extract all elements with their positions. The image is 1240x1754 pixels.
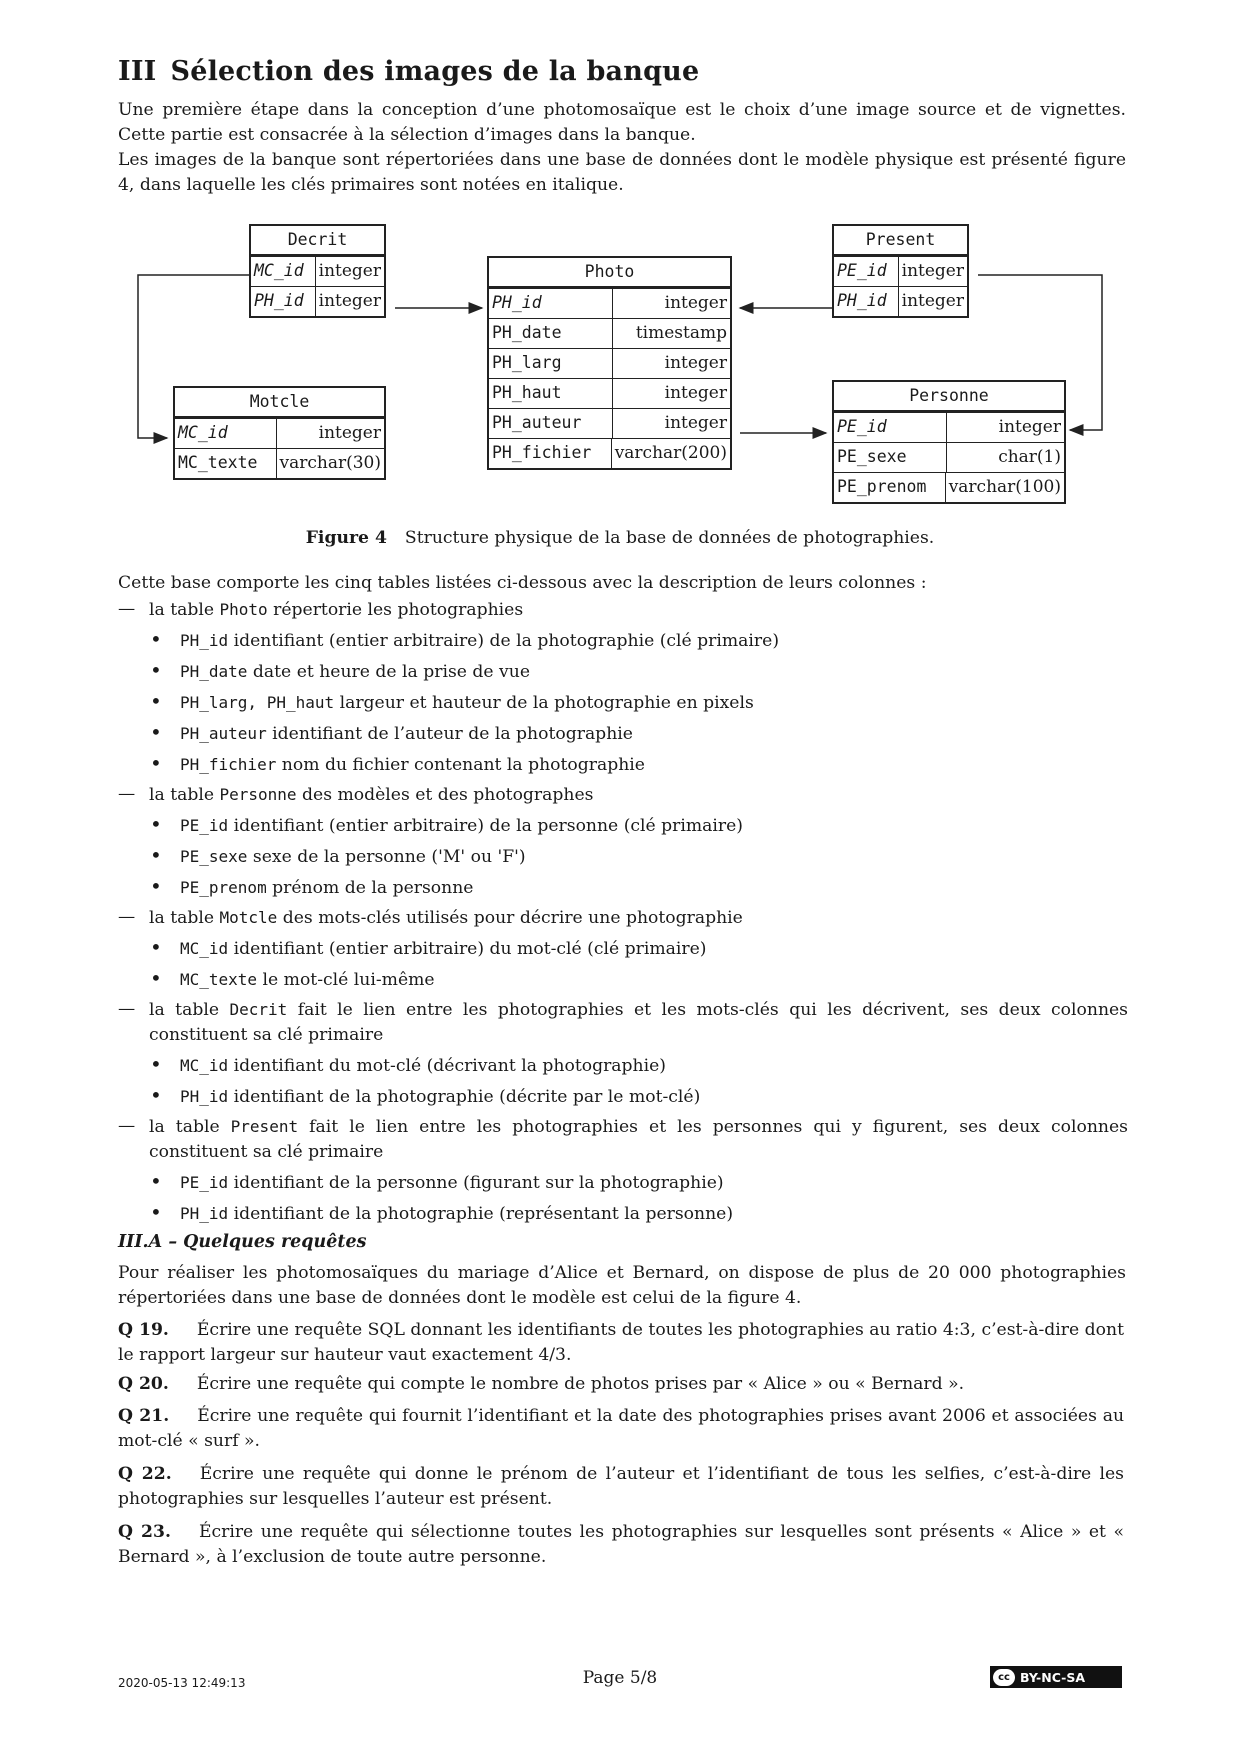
figure-label: Figure 4 — [305, 528, 387, 548]
column-type: integer — [664, 293, 727, 313]
question-text: Écrire une requête qui compte le nombre de photos prises par « Alice » ou « Bernard ». — [196, 1374, 965, 1394]
column-name: PH_id — [180, 1087, 229, 1106]
item-text: la table — [149, 600, 220, 620]
intro-paragraph-1: Une première étape dans la conception d’une photomosaïque est le choix d’une image source et de vignettes. Cette partie est consacrée à la sélection d’images dans la banque. — [118, 100, 1126, 145]
item-text: date et heure de la prise de vue — [247, 662, 530, 682]
list-item: — la table Present fait le lien entre les photographies et les personnes qui y figurent, ses deux colonnes constituent sa clé primaire — [118, 1116, 1128, 1162]
table-row — [489, 288, 730, 318]
column-name: MC_id — [180, 1056, 229, 1075]
table-motcle — [173, 386, 386, 480]
item-text: le mot-clé lui-même — [257, 970, 435, 990]
table-name: Decrit — [229, 1000, 288, 1019]
license-badge — [990, 1666, 1122, 1688]
question-text: Écrire une requête SQL donnant les identifiants de toutes les photographies au ratio 4:3, c’est-à-dire dont le rapport largeur sur hauteur vaut exactement 4/3. — [118, 1320, 1124, 1365]
item-text: fait le lien entre les photographies et les personnes qui y figurent, ses deux colonnes constituent sa clé primaire — [149, 1117, 1128, 1162]
table-row — [834, 472, 1064, 502]
list-item — [118, 628, 1128, 654]
item-text: identifiant du mot-clé (décrivant la photographie) — [228, 1056, 666, 1076]
list-item — [118, 967, 1128, 993]
column-name: PE_id — [180, 1173, 229, 1192]
question-20 — [118, 1372, 1124, 1397]
license-label: BY-NC-SA — [1020, 1669, 1086, 1685]
table-row — [834, 442, 1064, 472]
table-row — [489, 378, 730, 408]
column-type: integer — [318, 423, 381, 443]
item-text: la table — [149, 908, 220, 928]
column-type: integer — [901, 261, 964, 281]
question-label: Q 19. — [118, 1320, 169, 1340]
column-type: integer — [998, 417, 1061, 437]
column-name: PH_date — [180, 662, 248, 681]
item-text: la table — [149, 785, 220, 805]
column-name: PE_sexe — [834, 443, 947, 472]
list-item — [118, 721, 1128, 747]
table-personne — [832, 380, 1066, 504]
column-name: PH_fichier — [180, 755, 277, 774]
intro-paragraph-2: Les images de la banque sont répertoriées dans une base de données dont le modèle physique est présenté figure 4, dans laquelle les clés primaires sont notées en italique. — [118, 150, 1126, 195]
section-title: Sélection des images de la banque — [170, 56, 700, 87]
question-text: Écrire une requête qui fournit l’identifiant et la date des photographies prises avant 2006 et associées au mot-clé « surf ». — [118, 1406, 1125, 1451]
column-name: MC_id — [175, 419, 277, 448]
list-item — [118, 875, 1128, 901]
item-text: des mots-clés utilisés pour décrire une photographie — [277, 908, 743, 928]
figure-caption-text: Structure physique de la base de données de photographies. — [404, 528, 935, 548]
list-item — [118, 752, 1128, 778]
table-row — [251, 256, 384, 286]
question-label: Q 20. — [118, 1374, 169, 1394]
column-type: timestamp — [635, 323, 727, 343]
list-item — [118, 813, 1128, 839]
figure-caption — [0, 528, 1240, 548]
item-text: répertorie les photographies — [267, 600, 524, 620]
column-type: integer — [664, 383, 727, 403]
column-name: MC_id — [180, 939, 229, 958]
page-number: Page 5/8 — [582, 1668, 658, 1688]
column-name: PH_auteur — [489, 409, 613, 438]
column-type: integer — [664, 353, 727, 373]
table-name: Photo — [219, 600, 268, 619]
item-text: largeur et hauteur de la photographie en pixels — [334, 693, 754, 713]
question-label: Q 21. — [118, 1406, 170, 1426]
column-name: PH_id — [834, 287, 899, 316]
column-name: PE_id — [180, 816, 229, 835]
table-row — [175, 448, 384, 478]
column-name: MC_id — [251, 257, 316, 286]
item-text: fait le lien entre les photographies et les mots-clés qui les décrivent, ses deux colonnes constituent sa clé primaire — [149, 1000, 1129, 1045]
column-type: varchar(30) — [279, 453, 381, 473]
column-type: integer — [664, 413, 727, 433]
column-type: varchar(200) — [614, 443, 727, 463]
column-name: MC_texte — [175, 449, 277, 478]
column-type: integer — [901, 291, 964, 311]
item-text: identifiant (entier arbitraire) de la personne (clé primaire) — [228, 816, 744, 836]
column-name: PH_date — [489, 319, 613, 348]
column-name: PE_id — [834, 413, 947, 442]
question-19 — [118, 1318, 1124, 1368]
table-photo — [487, 256, 732, 470]
list-item — [118, 690, 1128, 716]
column-name: PH_fichier — [489, 439, 612, 468]
column-name: PH_id — [489, 289, 613, 318]
question-text: Écrire une requête qui sélectionne toutes les photographies sur lesquelles sont présents « Alice » et « Bernard », à l’exclusion de toute autre personne. — [118, 1522, 1125, 1567]
column-name: PH_larg, PH_haut — [180, 693, 335, 712]
item-text: identifiant (entier arbitraire) du mot-clé (clé primaire) — [228, 939, 707, 959]
table-name: Present — [230, 1117, 299, 1136]
question-text: Écrire une requête qui donne le prénom de l’auteur et l’identifiant de tous les selfies, c’est-à-dire les photographies sur lesquelles l’auteur est présent. — [118, 1464, 1124, 1509]
table-present-title: Present — [834, 226, 967, 256]
column-type: integer — [318, 291, 381, 311]
footer-timestamp: 2020-05-13 12:49:13 — [118, 1676, 246, 1690]
item-text: sexe de la personne ('M' ou 'F') — [247, 847, 526, 867]
list-item — [118, 1053, 1128, 1079]
subsection-intro: Pour réaliser les photomosaïques du mariage d’Alice et Bernard, on dispose de plus de 20 000 photographies répertoriées dans une base de données dont le modèle est celui de la figure 4. — [118, 1263, 1126, 1308]
item-text: identifiant de la photographie (décrite par le mot-clé) — [228, 1087, 701, 1107]
table-row — [489, 318, 730, 348]
creative-commons-icon: cc — [993, 1669, 1015, 1686]
column-name: PE_prenom — [834, 473, 946, 502]
question-23 — [118, 1520, 1124, 1570]
table-motcle-title: Motcle — [175, 388, 384, 418]
column-name: PE_id — [834, 257, 899, 286]
table-row — [489, 408, 730, 438]
table-row — [489, 438, 730, 468]
item-text: nom du fichier contenant la photographie — [276, 755, 645, 775]
table-row — [834, 412, 1064, 442]
column-name: PH_auteur — [180, 724, 267, 743]
column-name: PE_prenom — [180, 878, 267, 897]
list-item: — la table Motcle des mots-clés utilisés pour décrire une photographie — [118, 907, 743, 928]
item-text: prénom de la personne — [266, 878, 474, 898]
item-text: identifiant de la personne (figurant sur la photographie) — [228, 1173, 724, 1193]
subsection-heading: III.A – Quelques requêtes — [118, 1232, 367, 1252]
item-text: identifiant de l’auteur de la photographie — [266, 724, 633, 744]
table-personne-title: Personne — [834, 382, 1064, 412]
table-row — [834, 256, 967, 286]
item-text: identifiant de la photographie (représentant la personne) — [228, 1204, 734, 1224]
table-row — [251, 286, 384, 316]
list-item: — la table Decrit fait le lien entre les photographies et les mots-clés qui les décrivent, ses deux colonnes constituent sa clé primaire — [118, 999, 1129, 1045]
item-text: la table — [149, 1000, 230, 1020]
column-name: PH_larg — [489, 349, 613, 378]
list-item — [118, 936, 1128, 962]
list-item — [118, 1170, 1128, 1196]
question-21 — [118, 1404, 1124, 1454]
schema-figure — [0, 0, 1240, 560]
table-name: Motcle — [219, 908, 278, 927]
column-name: PH_id — [180, 631, 229, 650]
table-present — [832, 224, 969, 318]
table-row — [834, 286, 967, 316]
item-text: identifiant (entier arbitraire) de la photographie (clé primaire) — [228, 631, 780, 651]
question-22 — [118, 1462, 1124, 1512]
list-item — [118, 1084, 1128, 1110]
list-item: — la table Photo répertorie les photographies — [118, 599, 524, 620]
table-name: Personne — [219, 785, 297, 804]
table-description-intro: Cette base comporte les cinq tables listées ci-dessous avec la description de leurs colonnes : — [118, 573, 927, 593]
list-item — [118, 659, 1128, 685]
column-name: MC_texte — [180, 970, 258, 989]
column-name: PH_id — [251, 287, 316, 316]
section-number: III — [118, 56, 157, 87]
item-text: des modèles et des photographes — [296, 785, 594, 805]
item-text: la table — [149, 1117, 231, 1137]
question-label: Q 23. — [118, 1522, 171, 1542]
list-item — [118, 844, 1128, 870]
table-row — [489, 348, 730, 378]
question-label: Q 22. — [118, 1464, 172, 1484]
list-item — [118, 1201, 1128, 1227]
tables-description-list — [118, 597, 1128, 1231]
table-row — [175, 418, 384, 448]
table-decrit — [249, 224, 386, 318]
column-name: PH_haut — [489, 379, 613, 408]
column-name: PH_id — [180, 1204, 229, 1223]
column-type: varchar(100) — [948, 477, 1061, 497]
table-photo-title: Photo — [489, 258, 730, 288]
column-type: char(1) — [998, 447, 1061, 467]
list-item: — la table Personne des modèles et des photographes — [118, 784, 594, 805]
column-type: integer — [318, 261, 381, 281]
table-decrit-title: Decrit — [251, 226, 384, 256]
column-name: PE_sexe — [180, 847, 248, 866]
